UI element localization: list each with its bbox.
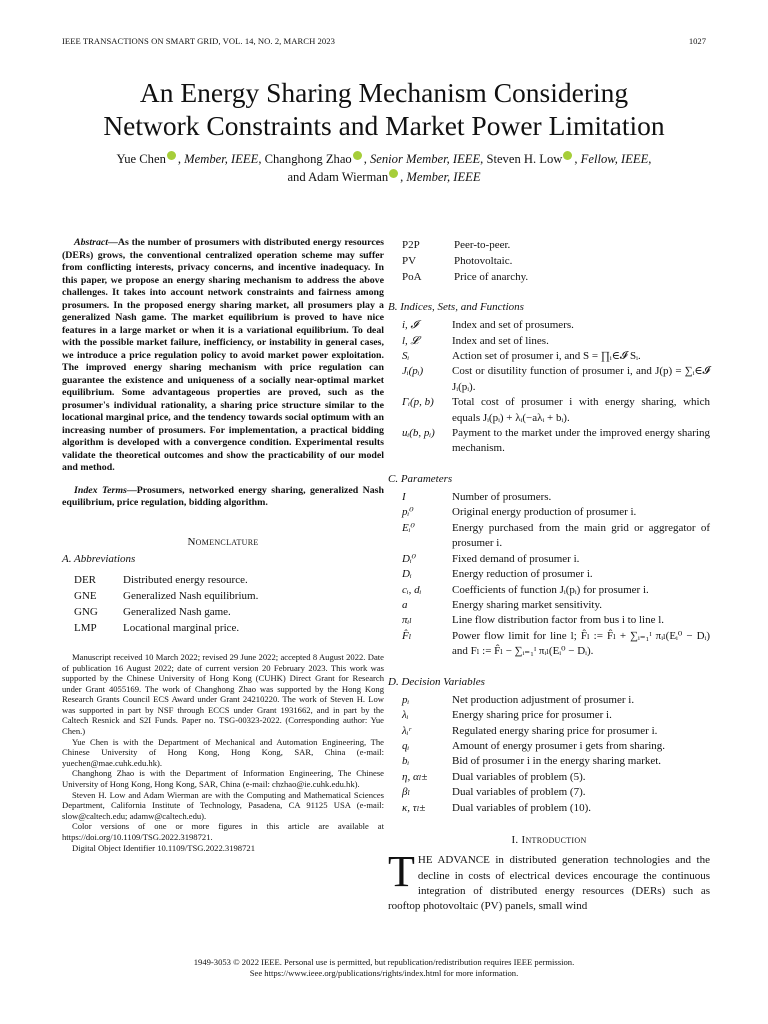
- footnotes: [62, 652, 384, 853]
- symbol: F̂ₗ: [402, 629, 412, 642]
- abstract-text: As the number of prosumers with distributed energy resources (DERs) grows, the conventional centralized operation scheme may suffer from conflicting interests, privacy concerns, and incentive inadequacy. In this paper, we propose an energy sharing mechanism to address the above challenges. It takes into account network constraints and fairness among prosumers. In the proposed energy sharing market, all prosumers play a generalized Nash game. The market equilibrium is proved to have nice features in a large market or when it is a variational equilibrium. To deal with the possible market failure, inefficiency, or instability in general cases, we introduce a price regulation policy to avoid market power exploitation. The improved energy sharing mechanism with price regulation can guarantee the existence and uniqueness of a socially near-optimal market equilibrium. Some advantageous properties are proved, such as the prosumer's individual rationality, a sharing price structure similar to the locational marginal price, and the tendency towards social optimum with an increasing number of prosumers. For implementation, a practical bidding algorithm is developed with a convergence condition. Experimental results validate the theoretical outcomes and show the practicability of our model and method.: [62, 237, 384, 473]
- introduction-text: HE ADVANCE in distributed generation technologies and the decline in costs of electrical devices encourage the continuous integration of distributed energy resources (DERs) such as rooftop photovoltaic (PV) panels, small wind: [388, 854, 710, 913]
- abbreviation-value: Photovoltaic.: [454, 255, 513, 267]
- abbreviation-row: [388, 237, 710, 253]
- drop-cap: T: [388, 847, 415, 897]
- abbreviation-list: [62, 572, 384, 636]
- symbol-row: [388, 318, 710, 333]
- footnote-affiliation: Changhong Zhao is with the Department of Information Engineering, The Chinese University of Hong Kong, Hong Kong, SAR, China (e-mail: chzhao@ie.cuhk.edu.hk).: [62, 768, 384, 790]
- symbol: πᵢₗ: [402, 614, 412, 627]
- nomenclature-heading: Nomenclature: [187, 535, 259, 548]
- abbreviation-value: Peer-to-peer.: [454, 239, 511, 251]
- author-name: Yue Chen: [116, 152, 166, 166]
- orcid-icon[interactable]: [167, 151, 176, 160]
- symbol-description: Line flow distribution factor from bus i to line l.: [452, 614, 665, 627]
- left-column: [62, 237, 384, 853]
- symbol-row: [388, 708, 710, 723]
- abbreviation-key: P2P: [402, 239, 420, 251]
- symbol: Γᵢ(p, b): [402, 396, 434, 409]
- symbol-row: [388, 801, 710, 816]
- symbol-description: Energy purchased from the main grid or aggregator of prosumer i.: [452, 521, 710, 550]
- symbol: Dᵢ⁰: [402, 552, 417, 565]
- symbol-description: Net production adjustment of prosumer i.: [452, 693, 635, 706]
- symbol-row: [388, 583, 710, 598]
- author-role: Member, IEEE: [184, 152, 259, 166]
- running-header-page-number: 1027: [688, 36, 706, 46]
- footer-copyright-line: 1949-3053 © 2022 IEEE. Personal use is permitted, but republication/redistribution requires IEEE permission.: [193, 957, 575, 967]
- abbreviation-value: Locational marginal price.: [123, 621, 240, 634]
- symbol-row: [388, 770, 710, 785]
- symbol: pᵢ⁰: [402, 506, 414, 519]
- symbol: i, 𝓘: [402, 319, 418, 332]
- symbol-row: [388, 349, 710, 364]
- title-line-1: An Energy Sharing Mechanism Considering: [139, 77, 629, 108]
- symbol-row: [388, 693, 710, 708]
- decision-variables-heading: D. Decision Variables: [388, 675, 485, 688]
- symbol-row: [388, 521, 710, 552]
- orcid-icon[interactable]: [389, 169, 398, 178]
- index-terms: [62, 485, 384, 510]
- symbol: λᵢ: [402, 709, 409, 722]
- symbol-description: Coefficients of function Jᵢ(pᵢ) for prosumer i.: [452, 583, 649, 596]
- symbol-row: [388, 598, 710, 613]
- symbol-row: [388, 334, 710, 349]
- parameters-heading: C. Parameters: [388, 472, 453, 485]
- abbreviation-value: Generalized Nash equilibrium.: [123, 589, 259, 602]
- orcid-icon[interactable]: [353, 151, 362, 160]
- author-role: Member, IEEE: [406, 170, 481, 184]
- parameters-list: [388, 490, 710, 659]
- symbol: Sᵢ: [402, 350, 410, 363]
- symbol-description: Dual variables of problem (5).: [452, 770, 586, 783]
- author-name: Changhong Zhao: [264, 152, 352, 166]
- abstract: [62, 237, 384, 475]
- symbol-row: [388, 395, 710, 426]
- footnote-affiliation: Yue Chen is with the Department of Mechanical and Automation Engineering, The Chinese University of Hong Kong, Hong Kong, SAR, China (e-mail: yuechen@mae.cuhk.edu.hk).: [62, 736, 384, 768]
- symbol-description: Dual variables of problem (7).: [452, 786, 586, 799]
- author-role: Fellow, IEEE: [580, 152, 649, 166]
- symbol-row: [388, 724, 710, 739]
- symbol-description: Energy sharing market sensitivity.: [452, 598, 602, 611]
- orcid-icon[interactable]: [563, 151, 572, 160]
- symbol: I: [402, 491, 406, 504]
- symbol: λᵢʳ: [402, 724, 411, 737]
- symbol: uᵢ(b, pᵢ): [402, 427, 435, 440]
- footnote-doi: Digital Object Identifier 10.1109/TSG.2022.3198721: [72, 842, 255, 853]
- symbol-description: Fixed demand of prosumer i.: [452, 552, 580, 565]
- abbreviation-row: [62, 604, 384, 620]
- footnote-manuscript: Manuscript received 10 March 2022; revised 29 June 2022; accepted 8 August 2022. Date of publication 16 August 2022; date of current version 20 February 2023. This work was supported by the Chinese University of Hong Kong (CUHK) Direct Grant for Research under Grant 4055169. The work of Changhong Zhao was supported by the Hong Kong Research Grants Council ECS Award under Grant 24210220. The work of Steven H. Low was supported in part by NSF through ECCS under Grant 1931662, and in part by the Caltech Resnick and S2I Funds. Paper no. TSG-00323-2022. (Corresponding author: Yue Chen.): [62, 651, 384, 737]
- abbreviation-row: [62, 588, 384, 604]
- abbreviation-list-continued: [388, 237, 710, 285]
- abbreviation-value: Price of anarchy.: [454, 271, 529, 283]
- footer-rights-link-line: See https://www.ieee.org/publications/rights/index.html for more information.: [249, 968, 519, 978]
- right-column: [388, 237, 710, 915]
- abbreviation-row: [62, 572, 384, 588]
- symbol: bᵢ: [402, 755, 410, 768]
- symbol-row: [388, 785, 710, 800]
- introduction-heading: I. Introduction: [511, 833, 587, 846]
- symbol-description: Energy reduction of prosumer i.: [452, 568, 593, 581]
- symbol-description: Payment to the market under the improved energy sharing mechanism.: [452, 427, 710, 455]
- symbol: Eᵢ⁰: [402, 521, 415, 534]
- abbreviation-key: GNE: [74, 589, 97, 602]
- symbol: Dᵢ: [402, 568, 412, 581]
- symbol-row: [388, 552, 710, 567]
- abbreviation-row: [388, 269, 710, 285]
- symbol-row: [388, 364, 710, 395]
- symbol-description: Index and set of prosumers.: [452, 319, 574, 332]
- abbreviation-key: PoA: [402, 271, 422, 283]
- symbol: qᵢ: [402, 739, 410, 752]
- author-name: Steven H. Low: [486, 152, 563, 166]
- symbol-description: Cost or disutility function of prosumer i, and J(p) = ∑ᵢ∈𝓘 Jᵢ(pᵢ).: [452, 365, 710, 393]
- symbol-description: Dual variables of problem (10).: [452, 801, 591, 814]
- abbreviations-heading: A. Abbreviations: [62, 552, 136, 565]
- abbreviation-key: LMP: [74, 621, 97, 634]
- abbreviation-row: [62, 620, 384, 636]
- symbol-description: Bid of prosumer i in the energy sharing market.: [452, 755, 662, 768]
- index-terms-label: Index Terms: [74, 484, 127, 496]
- symbol: cᵢ, dᵢ: [402, 583, 422, 596]
- indices-heading: B. Indices, Sets, and Functions: [388, 301, 524, 313]
- indices-list: [388, 318, 710, 457]
- author-name: Adam Wierman: [308, 170, 389, 184]
- symbol-description: Total cost of prosumer i with energy sharing, which equals Jᵢ(pᵢ) + λᵢ(−aλᵢ + bᵢ).: [452, 396, 710, 424]
- symbol-row: [388, 629, 710, 660]
- author-list: Yue Chen , Member, IEEE, Changhong Zhao , Senior Member, IEEE, Steven H. Low , Fellow, IEEE, and Adam Wierman , Member, IEEE: [116, 152, 652, 184]
- abbreviation-key: DER: [74, 573, 96, 586]
- symbol-description: Index and set of lines.: [452, 334, 549, 347]
- symbol-row: [388, 426, 710, 457]
- symbol: pᵢ: [402, 693, 410, 706]
- abstract-label: Abstract—: [74, 237, 118, 248]
- footnote-affiliation: Steven H. Low and Adam Wierman are with the Computing and Mathematical Sciences Department, California Institute of Technology, Pasadena, CA 91125 USA (e-mail: slow@caltech.edu; adamw@caltech.edu).: [62, 789, 384, 821]
- symbol-description: Original energy production of prosumer i.: [452, 506, 637, 519]
- symbol-row: [388, 613, 710, 628]
- symbol-description: Regulated energy sharing price for prosumer i.: [452, 724, 658, 737]
- symbol-row: [388, 567, 710, 582]
- decision-variables-list: [388, 693, 710, 816]
- abbreviation-value: Generalized Nash game.: [123, 605, 231, 618]
- symbol: η, αₗ±: [402, 770, 428, 783]
- symbol-row: [388, 754, 710, 769]
- symbol-row: [388, 739, 710, 754]
- symbol-description: Amount of energy prosumer i gets from sharing.: [452, 739, 666, 752]
- abbreviation-value: Distributed energy resource.: [123, 573, 248, 586]
- symbol: βₗ: [402, 786, 411, 799]
- symbol-description: Power flow limit for line l; F̂ₗ := F̂ₗ + ∑ᵢ₌₁ᴵ πᵢₗ(Eᵢ⁰ − Dᵢ) and Fₗ := F̂ₗ − ∑ᵢ₌₁ᴵ πᵢₗ(Eᵢ⁰ − Dᵢ).: [452, 629, 710, 658]
- introduction-paragraph: [388, 847, 710, 915]
- running-header-journal: IEEE TRANSACTIONS ON SMART GRID, VOL. 14, NO. 2, MARCH 2023: [62, 36, 335, 46]
- symbol-row: [388, 490, 710, 505]
- paper-title: [0, 76, 768, 142]
- symbol: l, 𝓛: [402, 334, 419, 347]
- copyright-footer: [0, 957, 768, 979]
- symbol-description: Number of prosumers.: [452, 491, 552, 504]
- footnote-color-versions: Color versions of one or more figures in this article are available at https://doi.org/10.1109/TSG.2022.3198721.: [62, 821, 384, 842]
- symbol-row: [388, 505, 710, 520]
- abbreviation-row: [388, 253, 710, 269]
- symbol-description: Energy sharing price for prosumer i.: [452, 709, 612, 722]
- title-line-2: Network Constraints and Market Power Limitation: [103, 110, 665, 141]
- abbreviation-key: PV: [402, 255, 417, 267]
- symbol-description: Action set of prosumer i, and S = ∏ᵢ∈𝓘 Sᵢ.: [452, 350, 641, 363]
- symbol: κ, τₗ±: [402, 801, 426, 814]
- symbol: a: [402, 598, 408, 611]
- abbreviation-key: GNG: [74, 605, 98, 618]
- index-terms-text: —Prosumers, networked energy sharing, generalized Nash equilibrium, price regulation, bidding algorithm.: [62, 484, 385, 508]
- symbol: Jᵢ(pᵢ): [402, 365, 424, 378]
- author-role: Senior Member, IEEE: [370, 152, 481, 166]
